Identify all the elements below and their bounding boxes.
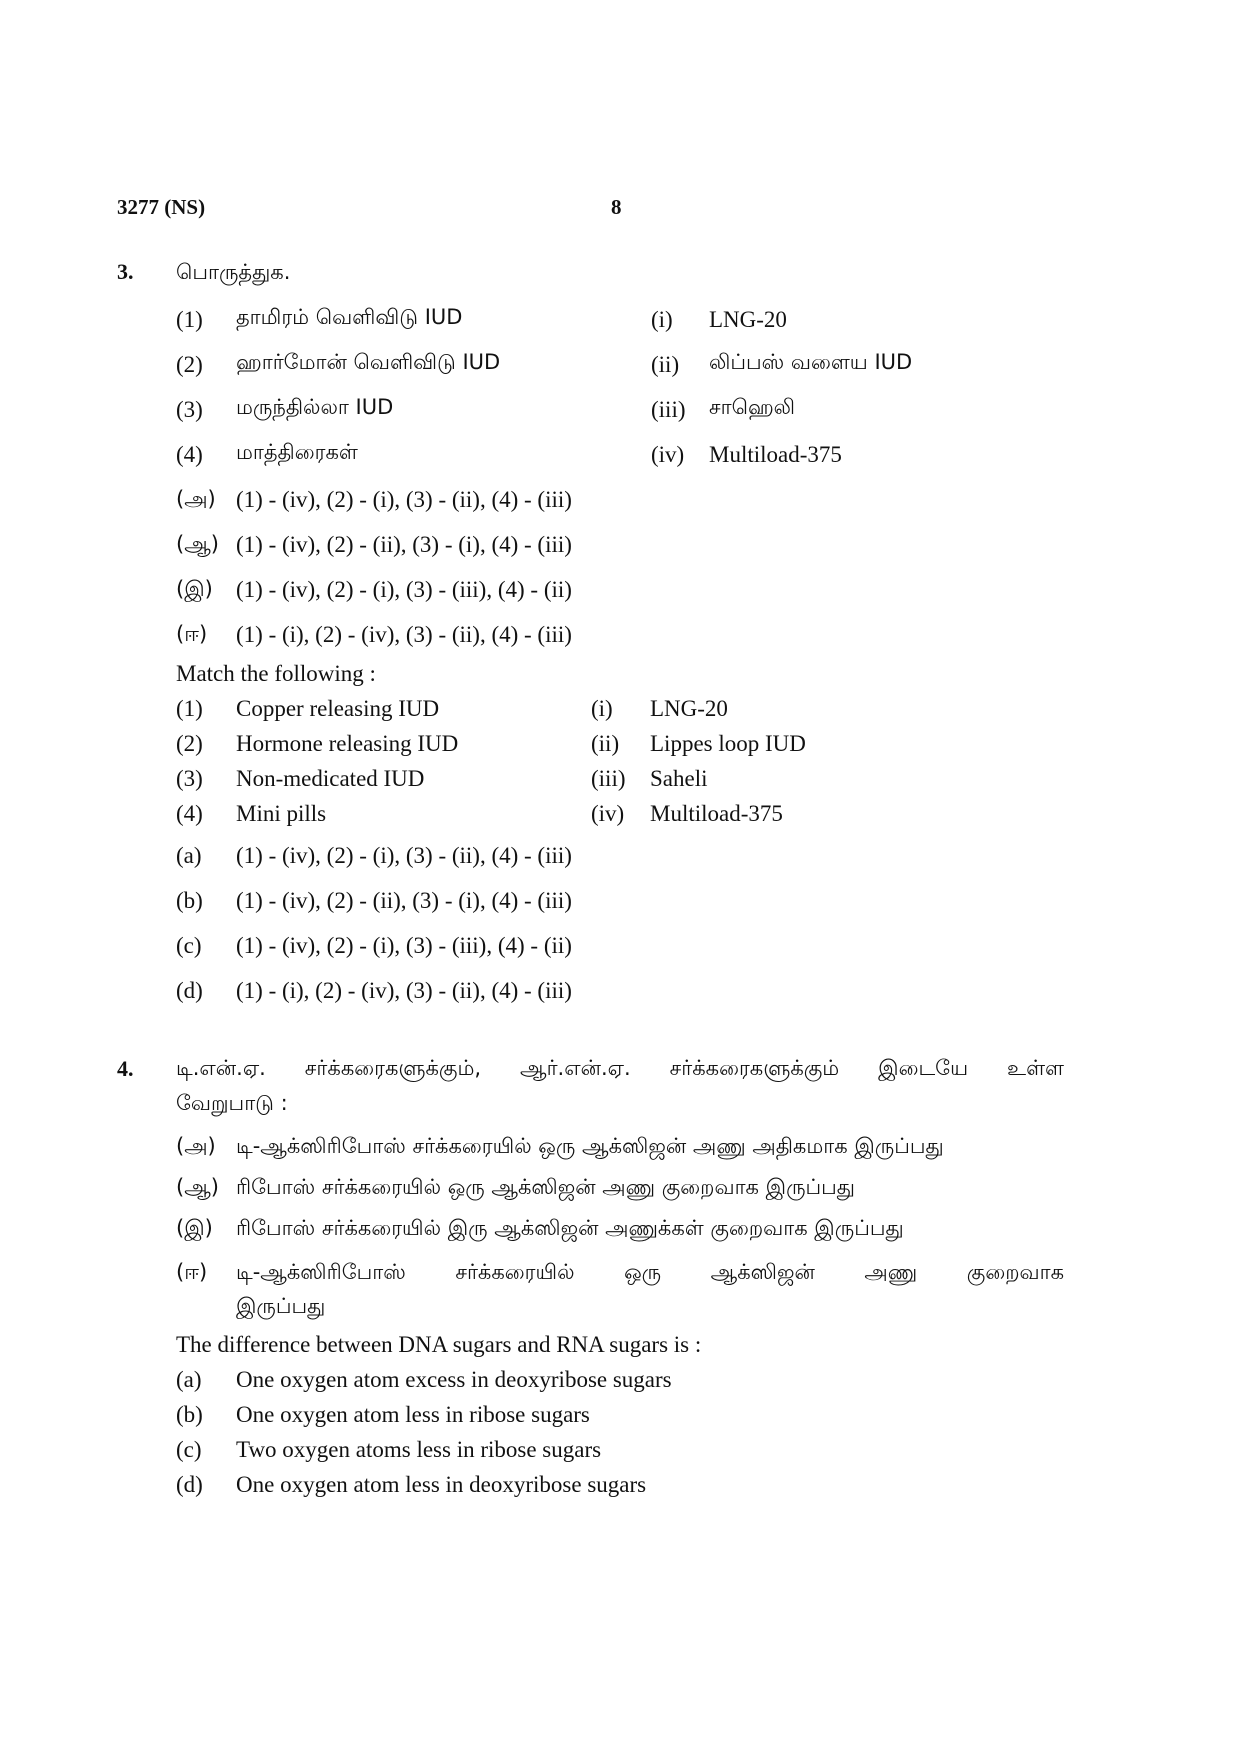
- q3-en-right-item: Lippes loop IUD: [650, 731, 806, 756]
- question-4-tamil-text: டி.என்.ஏ. சர்க்கரைகளுக்கும், ஆர்.என்.ஏ. சர்க்கரைகளுக்கும் இடையே உள்ள: [176, 1056, 1064, 1080]
- q3-en-right-item: Saheli: [650, 766, 708, 791]
- page-number: 8: [611, 195, 622, 219]
- q4-ta-option-mark: (அ): [176, 1134, 216, 1158]
- q3-en-right-num: (ii): [591, 731, 620, 756]
- q3-en-option-text: (1) - (iv), (2) - (i), (3) - (ii), (4) - (iii): [236, 843, 572, 868]
- q3-en-option-mark: (d): [176, 978, 203, 1003]
- q3-ta-left-num: (4): [176, 442, 203, 467]
- q3-ta-option-text: (1) - (iv), (2) - (ii), (3) - (i), (4) - (iii): [236, 532, 572, 557]
- question-3-number: 3.: [117, 259, 134, 284]
- q4-en-option-text: One oxygen atom less in ribose sugars: [236, 1402, 590, 1427]
- q3-ta-option-mark: (ஆ): [176, 532, 219, 556]
- q4-ta-option-text-cont: இருப்பது: [236, 1294, 326, 1318]
- q3-en-left-num: (3): [176, 766, 203, 791]
- q4-ta-option-mark: (ஈ): [176, 1260, 208, 1284]
- q3-en-left-item: Hormone releasing IUD: [236, 731, 459, 756]
- q3-en-option-mark: (c): [176, 933, 202, 958]
- q3-en-right-num: (iii): [591, 766, 626, 791]
- question-4-tamil-text-cont: வேறுபாடு :: [176, 1091, 288, 1115]
- q4-ta-option-text: டி-ஆக்ஸிரிபோஸ் சர்க்கரையில் ஒரு ஆக்ஸிஜன் அணு குறைவாக: [236, 1260, 1064, 1284]
- q3-ta-left-num: (3): [176, 397, 203, 422]
- q3-ta-option-text: (1) - (i), (2) - (iv), (3) - (ii), (4) - (iii): [236, 622, 572, 647]
- question-4-english-text: The difference between DNA sugars and RNA sugars is :: [176, 1332, 702, 1357]
- q3-ta-right-item: சாஹெலி: [709, 395, 796, 419]
- q3-en-left-item: Mini pills: [236, 801, 327, 826]
- q3-en-left-num: (1): [176, 696, 203, 721]
- q3-ta-right-num: (i): [651, 307, 673, 332]
- q3-en-right-item: Multiload-375: [650, 801, 783, 826]
- q3-ta-left-num: (2): [176, 352, 203, 377]
- q3-ta-option-mark: (ஈ): [176, 622, 208, 646]
- q4-ta-option-text: டி-ஆக்ஸிரிபோஸ் சர்க்கரையில் ஒரு ஆக்ஸிஜன் அணு அதிகமாக இருப்பது: [236, 1134, 944, 1158]
- q4-en-option-mark: (c): [176, 1437, 202, 1462]
- q3-ta-left-item: தாமிரம் வெளிவிடு IUD: [236, 305, 463, 329]
- paper-code: 3277 (NS): [117, 195, 206, 219]
- q3-en-right-item: LNG-20: [650, 696, 728, 721]
- q3-ta-left-num: (1): [176, 307, 203, 332]
- q3-en-option-text: (1) - (iv), (2) - (ii), (3) - (i), (4) - (iii): [236, 888, 572, 913]
- q3-ta-right-item: Multiload-375: [709, 442, 842, 467]
- q3-en-left-item: Non-medicated IUD: [236, 766, 425, 791]
- q3-ta-right-num: (ii): [651, 352, 680, 377]
- q3-en-left-num: (4): [176, 801, 203, 826]
- q3-en-option-mark: (b): [176, 888, 203, 913]
- q3-ta-left-item: மாத்திரைகள்: [236, 440, 358, 464]
- q4-en-option-text: Two oxygen atoms less in ribose sugars: [236, 1437, 602, 1462]
- q3-en-option-text: (1) - (iv), (2) - (i), (3) - (iii), (4) - (ii): [236, 933, 572, 958]
- q3-ta-right-num: (iv): [651, 442, 685, 467]
- q3-en-right-num: (iv): [591, 801, 625, 826]
- q3-en-option-text: (1) - (i), (2) - (iv), (3) - (ii), (4) - (iii): [236, 978, 572, 1003]
- q3-ta-right-item: லிப்பஸ் வளைய IUD: [709, 350, 913, 374]
- q3-ta-option-text: (1) - (iv), (2) - (i), (3) - (ii), (4) - (iii): [236, 487, 572, 512]
- question-3-tamil-title: பொருத்துக.: [176, 260, 291, 284]
- q3-en-right-num: (i): [591, 696, 613, 721]
- q3-en-left-item: Copper releasing IUD: [236, 696, 440, 721]
- q3-ta-option-mark: (இ): [176, 577, 213, 601]
- q4-ta-option-mark: (இ): [176, 1216, 213, 1240]
- q4-en-option-mark: (d): [176, 1472, 203, 1497]
- q3-ta-option-mark: (அ): [176, 487, 216, 511]
- q3-en-left-num: (2): [176, 731, 203, 756]
- q4-en-option-mark: (b): [176, 1402, 203, 1427]
- q3-ta-option-text: (1) - (iv), (2) - (i), (3) - (iii), (4) - (ii): [236, 577, 572, 602]
- q3-ta-left-item: மருந்தில்லா IUD: [236, 395, 394, 419]
- q4-en-option-mark: (a): [176, 1367, 202, 1392]
- q4-ta-option-text: ரிபோஸ் சர்க்கரையில் ஒரு ஆக்ஸிஜன் அணு குறைவாக இருப்பது: [236, 1175, 856, 1199]
- q3-ta-left-item: ஹார்மோன் வெளிவிடு IUD: [236, 350, 501, 374]
- q3-ta-right-item: LNG-20: [709, 307, 787, 332]
- question-3-english-title: Match the following :: [176, 661, 376, 686]
- q4-en-option-text: One oxygen atom excess in deoxyribose sugars: [236, 1367, 672, 1392]
- q4-ta-option-mark: (ஆ): [176, 1175, 219, 1199]
- question-4-number: 4.: [117, 1056, 134, 1081]
- q4-ta-option-text: ரிபோஸ் சர்க்கரையில் இரு ஆக்ஸிஜன் அணுக்கள் குறைவாக இருப்பது: [236, 1216, 904, 1240]
- q3-en-option-mark: (a): [176, 843, 202, 868]
- q4-en-option-text: One oxygen atom less in deoxyribose sugars: [236, 1472, 647, 1497]
- q3-ta-right-num: (iii): [651, 397, 686, 422]
